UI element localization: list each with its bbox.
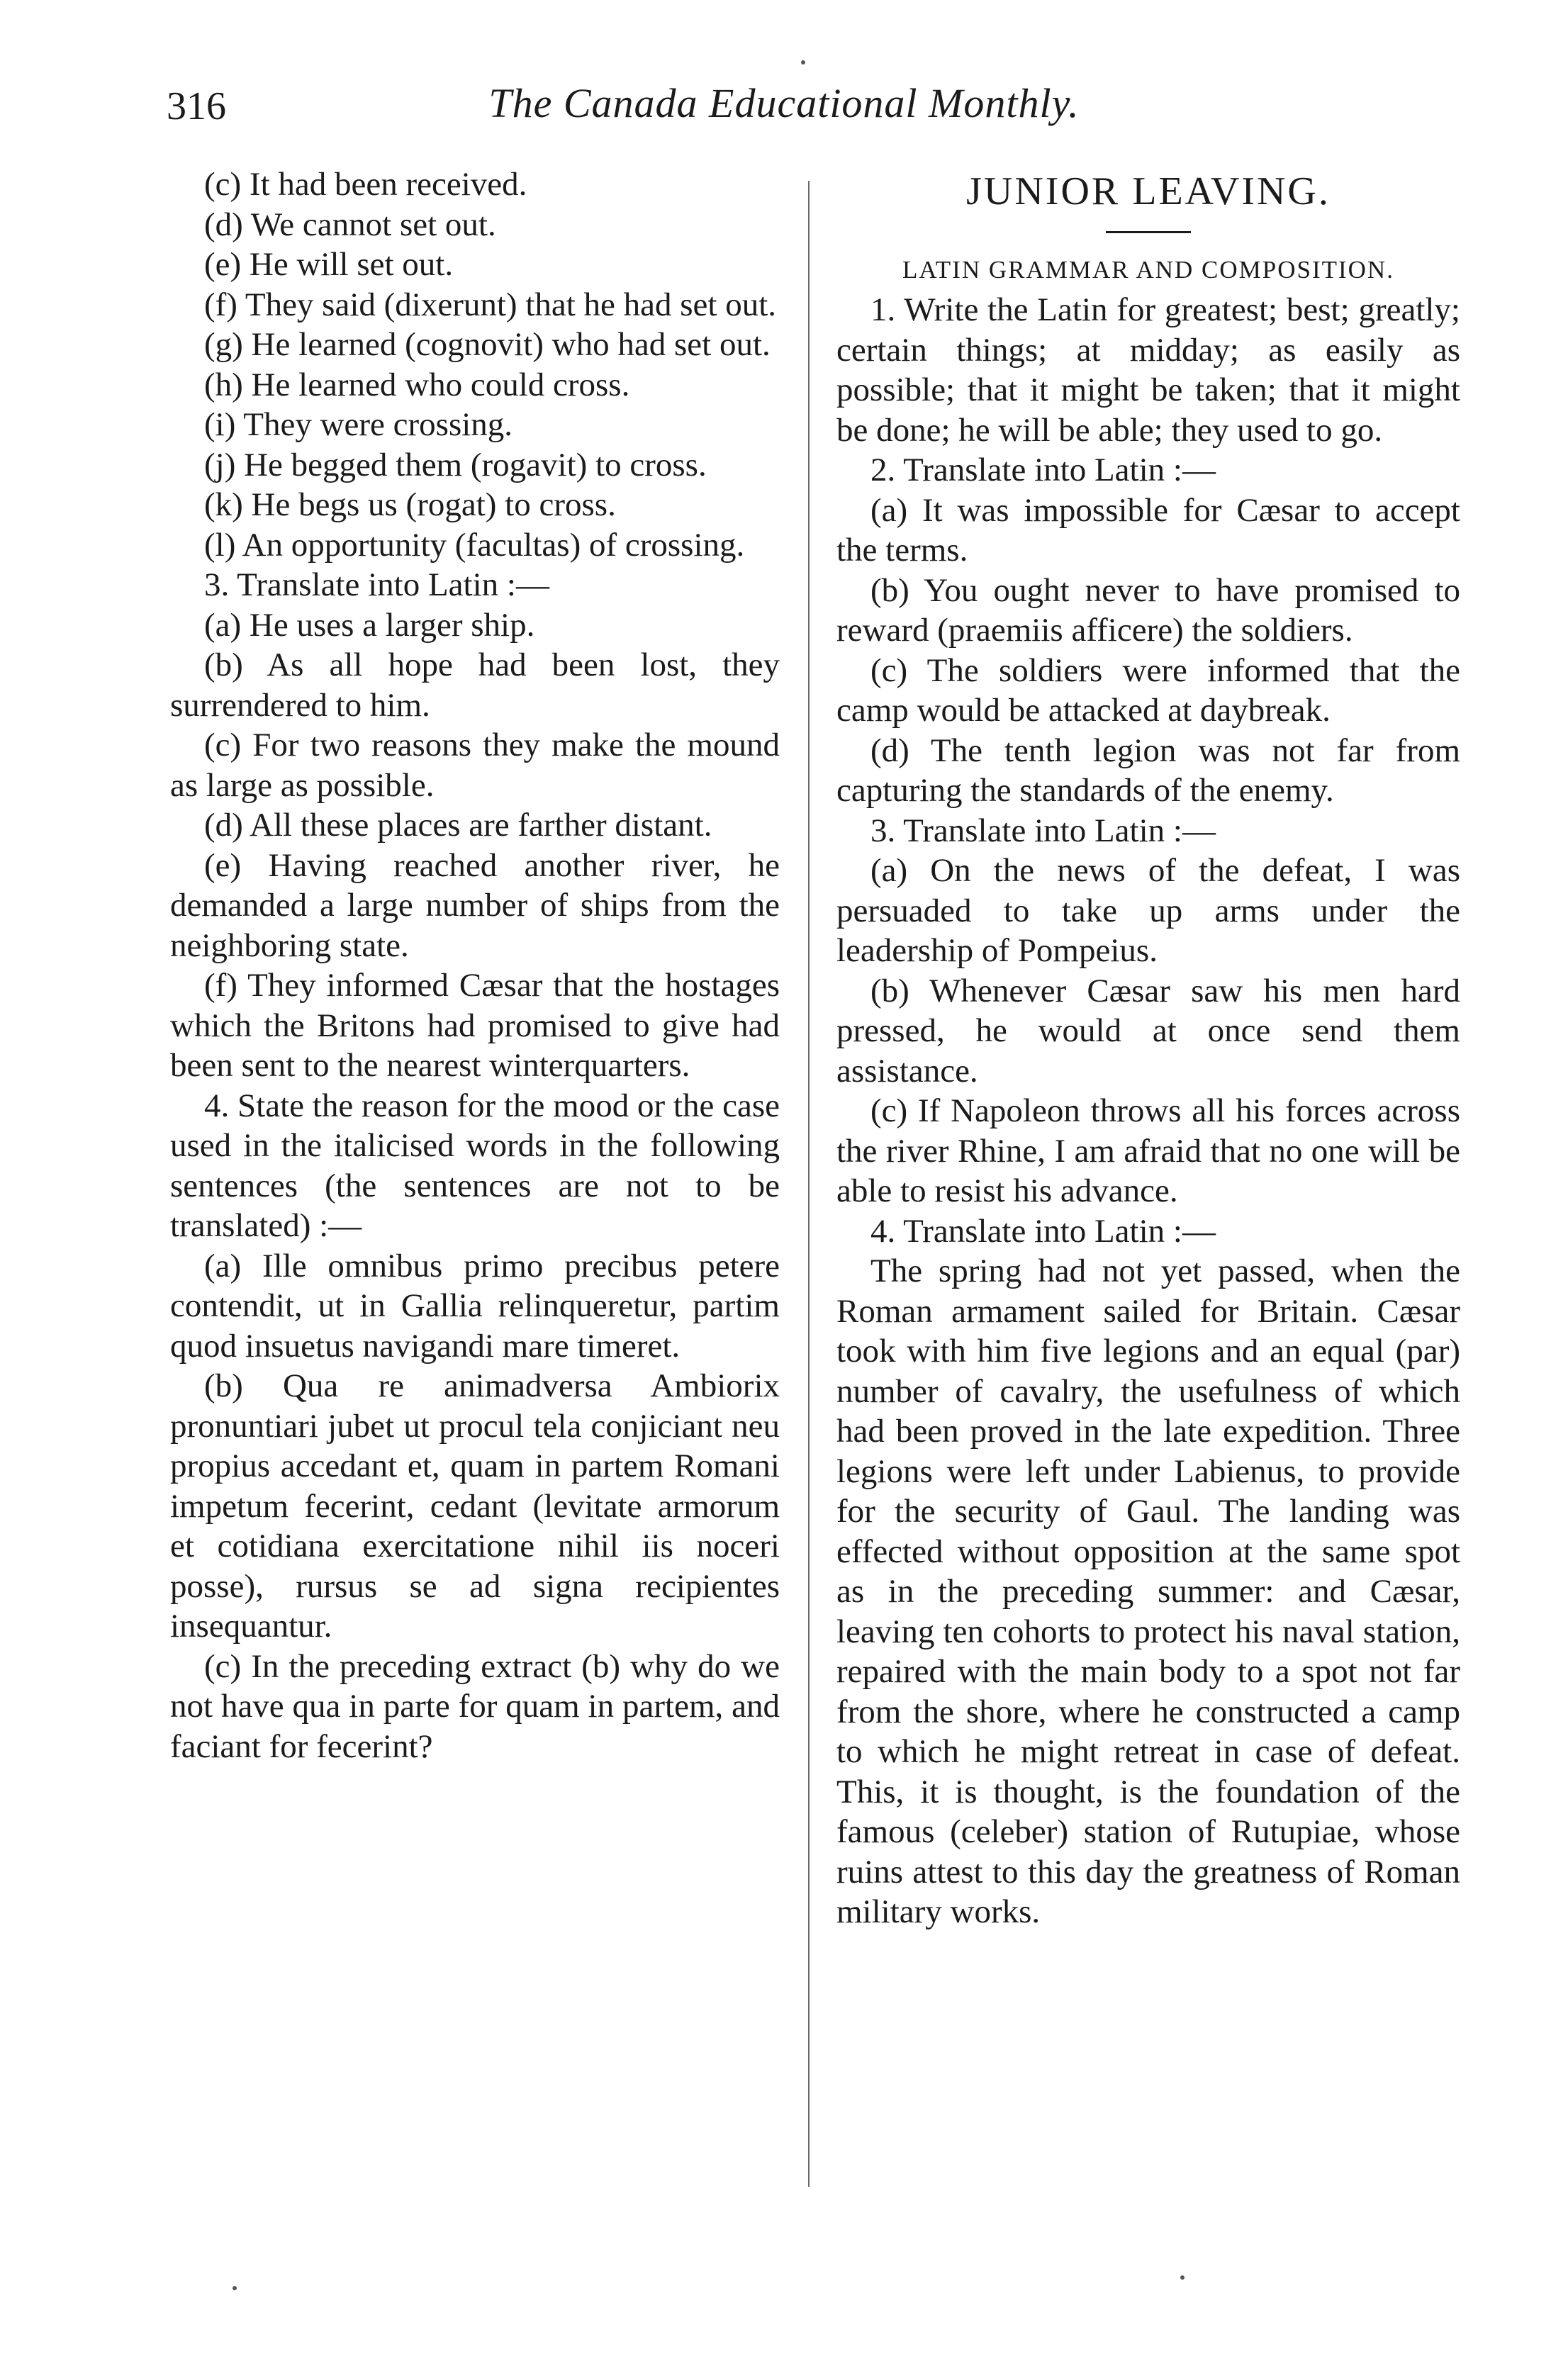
left-paragraph: (a) He uses a larger ship. [204,606,535,644]
right-paragraph: (b) You ought never to have promised to reward (praemiis afficere) the soldiers. [836,571,1460,649]
section-subtitle: LATIN GRAMMAR AND COMPOSITION. [902,256,1394,284]
right-paragraph: (a) It was impossible for Cæsar to accept the terms. [836,491,1460,568]
right-paragraph: (b) Whenever Cæsar saw his men hard pressed, he would at once send them assistance. [836,972,1460,1089]
left-latin-passage: (b) Qua re animadversa Ambiorix pronuntiari jubet ut procul tela conjiciant neu propius accedant et, quam in partem Romani impetum fecerint, cedant (levitate armorum et cotidiana exercitatione nihil iis noceri posse), rursus se ad signa recipientes insequantur. [170,1367,780,1645]
left-paragraph: (e) Having reached another river, he demanded a large number of ships from the neighboring state. [170,846,780,964]
left-paragraph: (l) An opportunity (facultas) of crossing. [204,526,745,564]
print-speck [1180,2275,1185,2280]
left-paragraph: (b) As all hope had been lost, they surrendered to him. [170,646,780,724]
print-speck [233,2286,237,2290]
right-question-heading: 2. Translate into Latin :— [870,452,1216,488]
right-paragraph: (d) The tenth legion was not far from capturing the standards of the enemy. [836,732,1460,809]
left-paragraph: (k) He begs us (rogat) to cross. [204,486,616,523]
left-paragraph: (g) He learned (cognovit) who had set out. [204,326,771,363]
right-paragraph: (a) On the news of the defeat, I was persuaded to take up arms under the leadership of Pompeius. [836,852,1460,969]
left-paragraph: (d) We cannot set out. [204,206,496,243]
left-paragraph: (d) All these places are farther distant. [204,807,712,844]
left-question-heading: 3. Translate into Latin :— [204,566,549,603]
title-rule [1106,231,1191,233]
running-title: The Canada Educational Monthly. [488,80,1080,126]
column-divider [808,181,810,2187]
right-column [836,164,1460,1932]
right-translation-passage: The spring had not yet passed, when the Roman armament sailed for Britain. Cæsar took with him five legions and an equal (par) number of cavalry, the usefulness of which had been proved in the late expedition. Three legions were left under Labienus, to provide for the security of Gaul. The landing was effected without opposition at the same spot as in the preceding summer: and Cæsar, leaving ten cohorts to protect his naval station, repaired with the main body to a spot not far from the shore, where he constructed a camp to which he might retreat in case of defeat. This, it is thought, is the foundation of the famous (celeber) station of Rutupiae, whose ruins attest to this day the greatness of Roman military works. [836,1253,1460,1930]
left-paragraph: (e) He will set out. [204,246,454,283]
left-paragraph: (c) For two reasons they make the mound as large as possible. [170,727,780,804]
left-paragraph: (c) In the preceding extract (b) why do we not have qua in parte for quam in partem, and faciant for fecerint? [170,1647,780,1765]
left-paragraph: (h) He learned who could cross. [204,366,630,403]
left-latin-passage: (a) Ille omnibus primo precibus petere contendit, ut in Gallia relinqueretur, partim quod insuetus navigandi mare timeret. [170,1247,780,1365]
page-number: 316 [167,84,226,128]
left-paragraph: (f) They said (dixerunt) that he had set out. [204,286,777,323]
left-paragraph: (j) He begged them (rogavit) to cross. [204,446,707,483]
section-title: JUNIOR LEAVING. [966,169,1331,213]
right-paragraph: 1. Write the Latin for greatest; best; greatly; certain things; at midday; as easily as possible; that it might be taken; that it might be done; he will be able; they used to go. [836,291,1460,449]
left-paragraph: (f) They informed Cæsar that the hostages which the Britons had promised to give had been sent to the nearest winterquarters. [170,967,780,1084]
print-speck [801,60,805,65]
left-paragraph: (c) It had been received. [204,166,527,203]
right-question-heading: 4. Translate into Latin :— [870,1212,1216,1250]
right-question-heading: 3. Translate into Latin :— [870,812,1216,849]
left-question-heading: 4. State the reason for the mood or the case used in the italicised words in the following sentences (the sentences are not to be translated) :— [170,1087,780,1244]
right-paragraph: (c) If Napoleon throws all his forces across the river Rhine, I am afraid that no one will be able to resist his advance. [836,1092,1460,1209]
right-paragraph: (c) The soldiers were informed that the camp would be attacked at daybreak. [836,651,1460,729]
page-header [0,0,1568,170]
left-column [170,164,780,1766]
left-paragraph: (i) They were crossing. [204,406,513,443]
